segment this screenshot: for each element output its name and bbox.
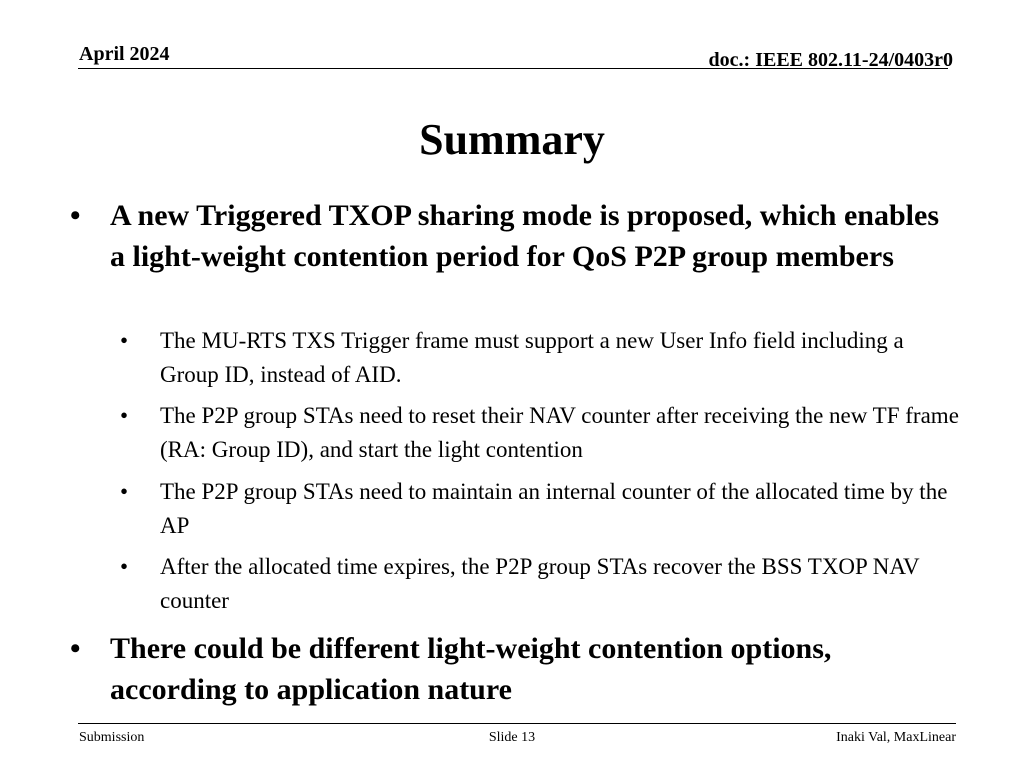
bullet-2-text: There could be different light-weight contention options, according to application nature xyxy=(110,632,832,706)
sub-bullet-3-text: The P2P group STAs need to maintain an internal counter of the allocated time by the AP xyxy=(160,479,948,538)
sub-bullet-2 xyxy=(120,399,960,467)
sub-bullet-1 xyxy=(120,324,960,392)
sub-bullet-dot: • xyxy=(120,328,129,353)
sub-bullet-dot: • xyxy=(120,554,129,579)
header-doc-id: doc.: IEEE 802.11-24/0403r0 xyxy=(708,49,953,71)
header-rule xyxy=(78,68,948,69)
sub-bullet-4-text: After the allocated time expires, the P2P group STAs recover the BSS TXOP NAV counter xyxy=(160,554,920,613)
bullet-dot: • xyxy=(70,199,81,232)
sub-bullet-dot: • xyxy=(120,479,129,504)
footer-slide-number: Slide 13 xyxy=(488,730,536,745)
sub-bullet-2-text: The P2P group STAs need to reset their NAV counter after receiving the new TF frame (RA: Group ID), and start the light contention xyxy=(160,403,959,462)
sub-bullet-4 xyxy=(120,550,960,618)
footer-rule xyxy=(78,723,956,724)
slide-title: Summary xyxy=(419,115,605,164)
sub-bullet-dot: • xyxy=(120,403,129,428)
footer-author: Inaki Val, MaxLinear xyxy=(836,730,956,745)
bullet-dot: • xyxy=(70,632,81,665)
bullet-1 xyxy=(70,195,960,277)
footer-submission: Submission xyxy=(79,730,145,745)
bullet-2 xyxy=(70,628,960,710)
sub-bullet-3 xyxy=(120,475,960,543)
bullet-1-text: A new Triggered TXOP sharing mode is proposed, which enables a light-weight contention period for QoS P2P group members xyxy=(110,199,939,273)
sub-bullet-1-text: The MU-RTS TXS Trigger frame must support a new User Info field including a Group ID, instead of AID. xyxy=(160,328,904,387)
header-date: April 2024 xyxy=(79,43,170,65)
